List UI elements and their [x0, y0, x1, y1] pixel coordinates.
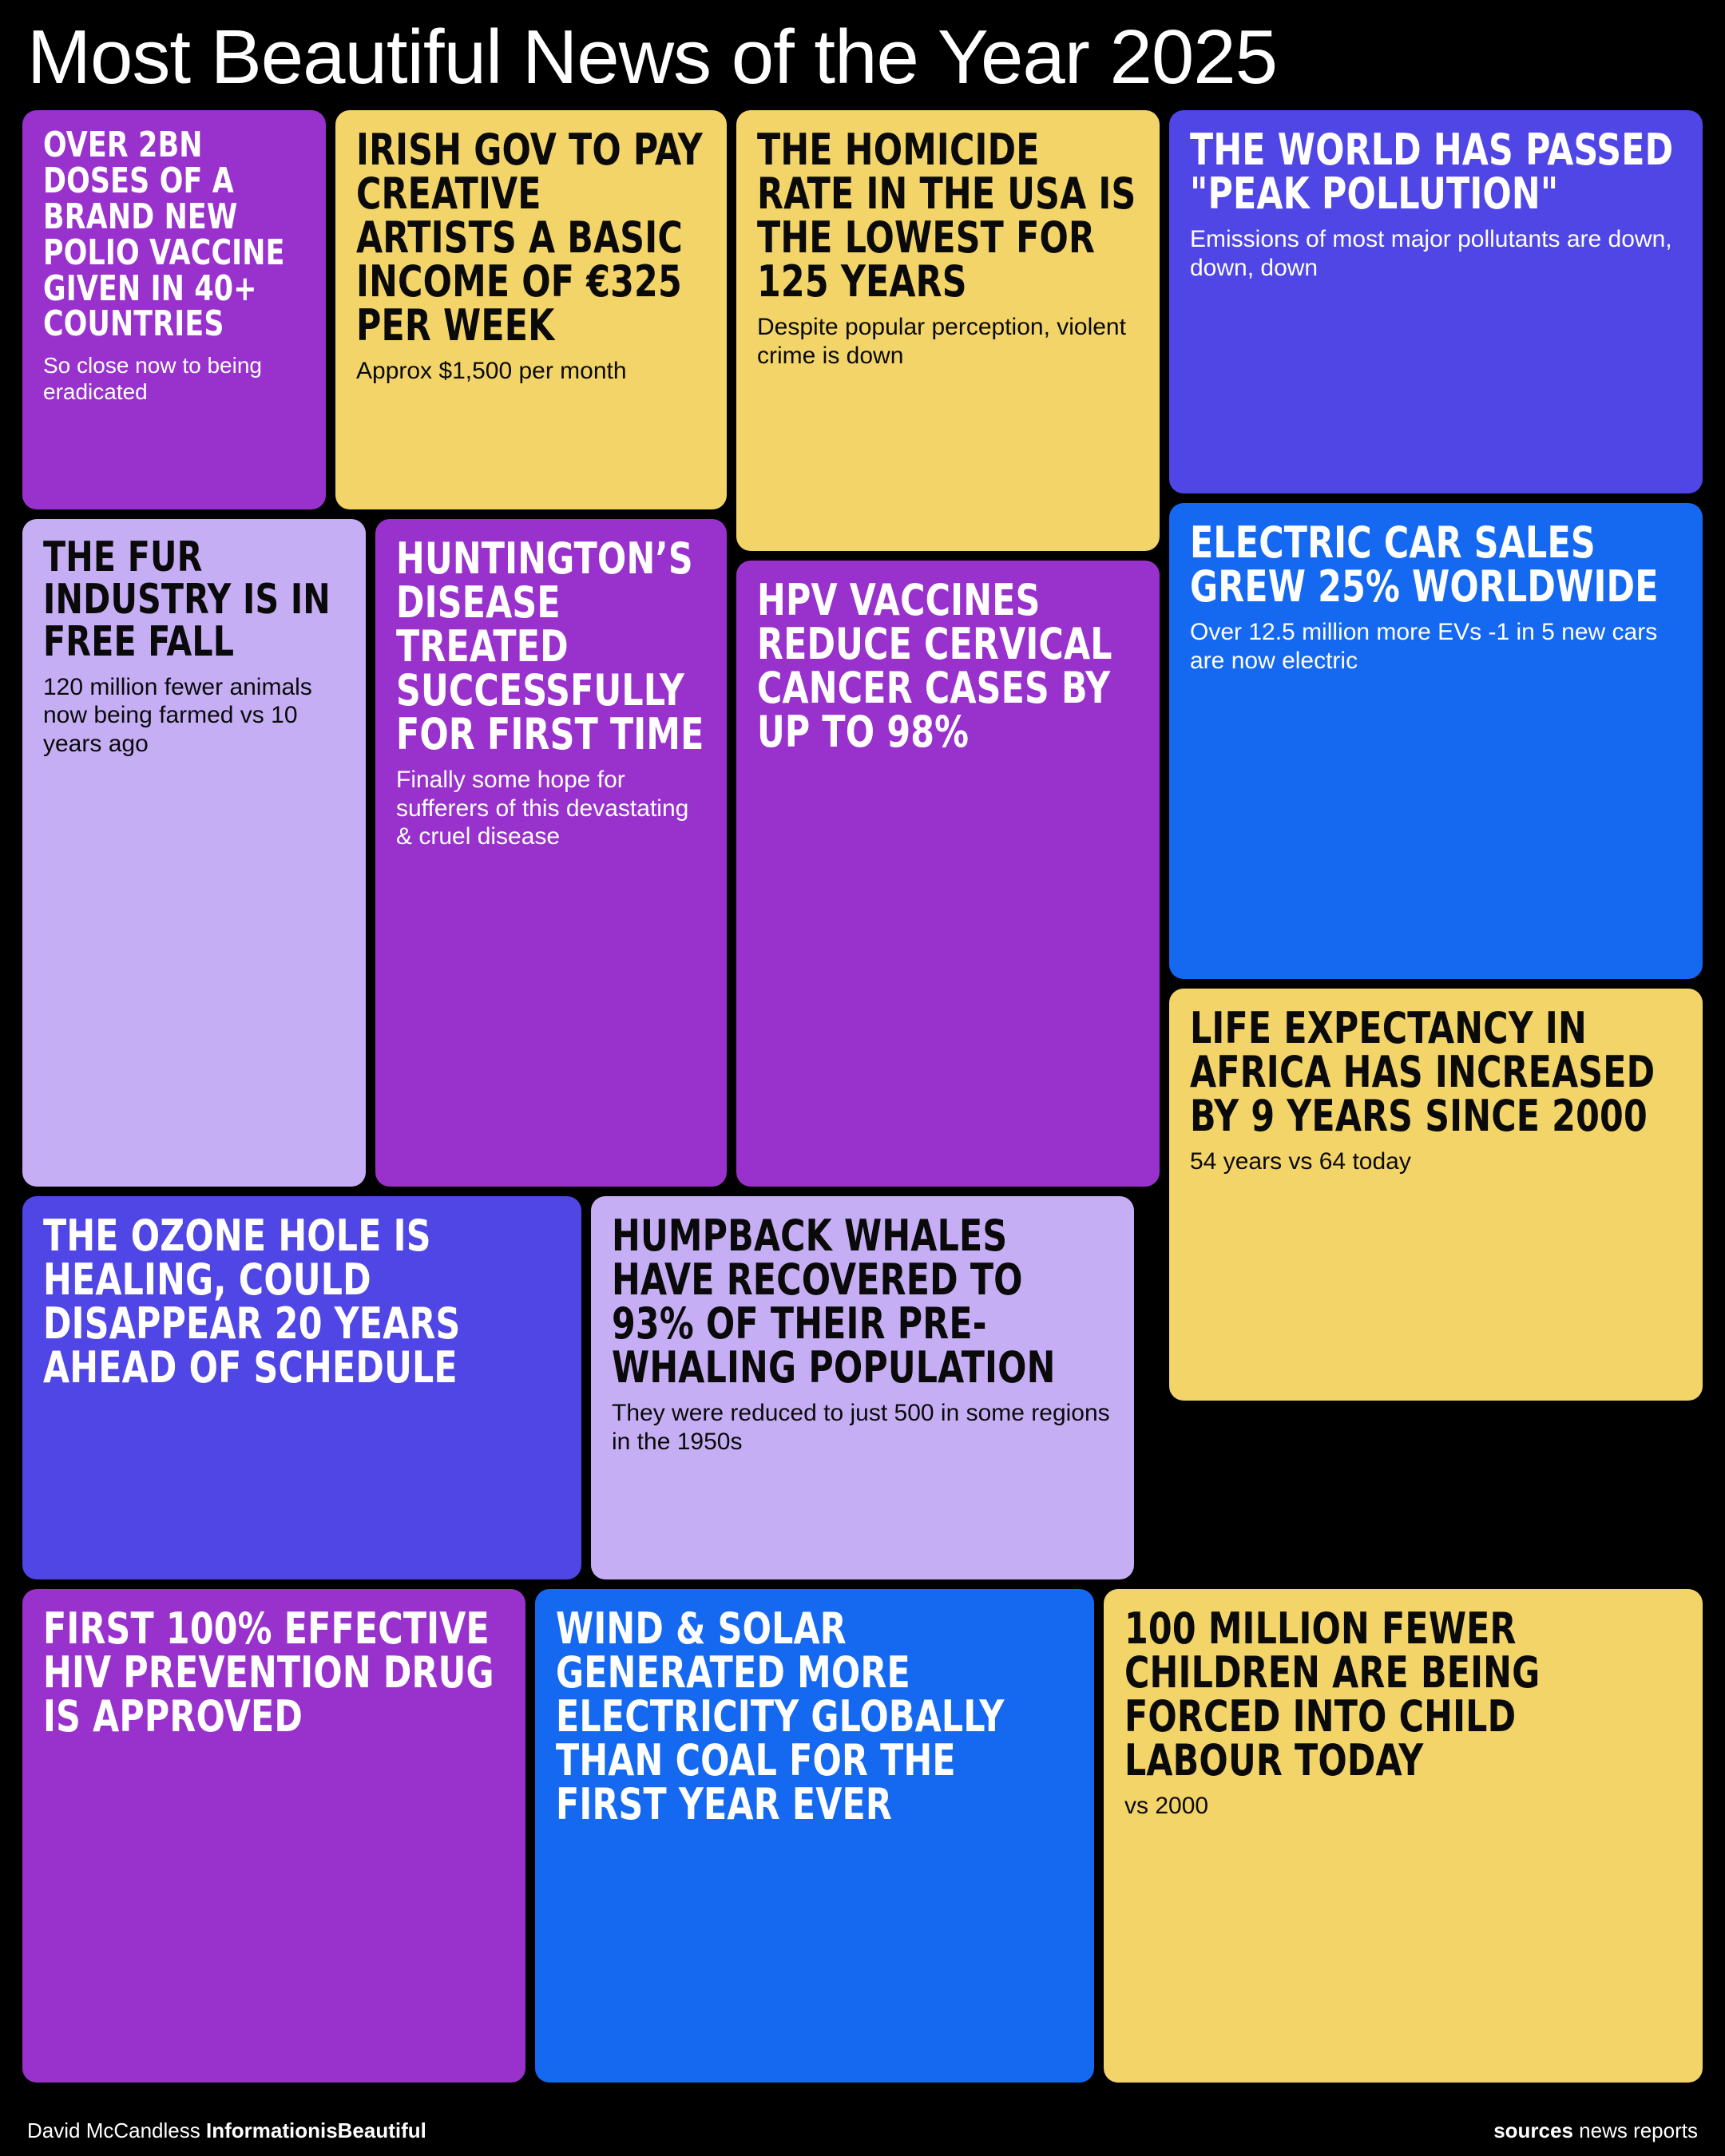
footer-author: David McCandless	[27, 2118, 206, 2142]
page-title: Most Beautiful News of the Year 2025	[27, 14, 1278, 100]
card-headline: HPV VACCINES REDUCE CERVICAL CANCER CASES BY UP TO 98%	[757, 575, 1112, 758]
footer-sources-value: news reports	[1572, 2118, 1698, 2142]
news-card[interactable]	[535, 1589, 1094, 2083]
news-card[interactable]	[736, 561, 1160, 1187]
news-card[interactable]	[591, 1196, 1134, 1579]
card-headline: OVER 2BN DOSES OF A BRAND NEW POLIO VACCINE GIVEN IN 40+ COUNTRIES	[43, 125, 285, 345]
card-headline: ELECTRIC CAR SALES GREW 25% WORLDWIDE	[1190, 517, 1659, 612]
news-card[interactable]	[22, 1589, 525, 2083]
news-card[interactable]	[1104, 1589, 1703, 2083]
card-headline: THE HOMICIDE RATE IN THE USA IS THE LOWEST FOR 125 YEARS	[757, 125, 1136, 307]
news-card-grid	[22, 110, 1703, 2083]
card-headline: 100 MILLION FEWER CHILDREN ARE BEING FORCED INTO CHILD LABOUR TODAY	[1124, 1603, 1541, 1786]
news-card[interactable]	[375, 519, 727, 1187]
news-card[interactable]	[335, 110, 727, 509]
card-subtext: Emissions of most major pollutants are down, down, down	[1190, 226, 1672, 281]
news-card[interactable]	[1169, 989, 1703, 1401]
card-subtext: Over 12.5 million more EVs -1 in 5 new cars are now electric	[1190, 619, 1658, 674]
news-card[interactable]	[736, 110, 1160, 551]
card-subtext: Approx $1,500 per month	[356, 358, 627, 385]
card-subtext: They were reduced to just 500 in some regions in the 1950s	[612, 1400, 1110, 1455]
card-headline: IRISH GOV TO PAY CREATIVE ARTISTS A BASIC INCOME OF €325 PER WEEK	[356, 125, 703, 351]
footer	[0, 2105, 1725, 2156]
news-card[interactable]	[22, 519, 366, 1187]
card-subtext: 54 years vs 64 today	[1190, 1148, 1411, 1175]
card-subtext: Finally some hope for sufferers of this devastating & cruel disease	[396, 767, 689, 850]
news-card[interactable]	[1169, 503, 1703, 979]
card-headline: HUMPBACK WHALES HAVE RECOVERED TO 93% OF THEIR PRE-WHALING POPULATION	[612, 1211, 1056, 1393]
footer-brand: InformationisBeautiful	[205, 2118, 426, 2142]
card-subtext: vs 2000	[1124, 1793, 1209, 1820]
card-headline: THE WORLD HAS PASSED "PEAK POLLUTION"	[1190, 125, 1674, 220]
card-headline: HUNTINGTON’S DISEASE TREATED SUCCESSFULLY FOR FIRST TIME	[396, 533, 704, 760]
card-subtext: 120 million fewer animals now being farmed vs 10 years ago	[43, 674, 312, 757]
news-card[interactable]	[22, 1196, 581, 1579]
card-headline: WIND & SOLAR GENERATED MORE ELECTRICITY GLOBALLY THAN COAL FOR THE FIRST YEAR EVER	[556, 1603, 1005, 1830]
news-card[interactable]	[1169, 110, 1703, 493]
card-headline: LIFE EXPECTANCY IN AFRICA HAS INCREASED BY 9 YEARS SINCE 2000	[1190, 1003, 1656, 1142]
card-subtext: Despite popular perception, violent crime is down	[757, 314, 1126, 369]
card-headline: THE FUR INDUSTRY IS IN FREE FALL	[43, 533, 331, 667]
footer-credit	[27, 2118, 426, 2143]
card-headline: FIRST 100% EFFECTIVE HIV PREVENTION DRUG IS APPROVED	[43, 1603, 494, 1742]
news-card[interactable]	[22, 110, 326, 509]
card-subtext: So close now to being eradicated	[43, 353, 262, 405]
card-headline: THE OZONE HOLE IS HEALING, COULD DISAPPEAR 20 YEARS AHEAD OF SCHEDULE	[43, 1211, 461, 1393]
footer-sources	[1493, 2118, 1698, 2143]
footer-sources-label: sources	[1493, 2118, 1573, 2142]
